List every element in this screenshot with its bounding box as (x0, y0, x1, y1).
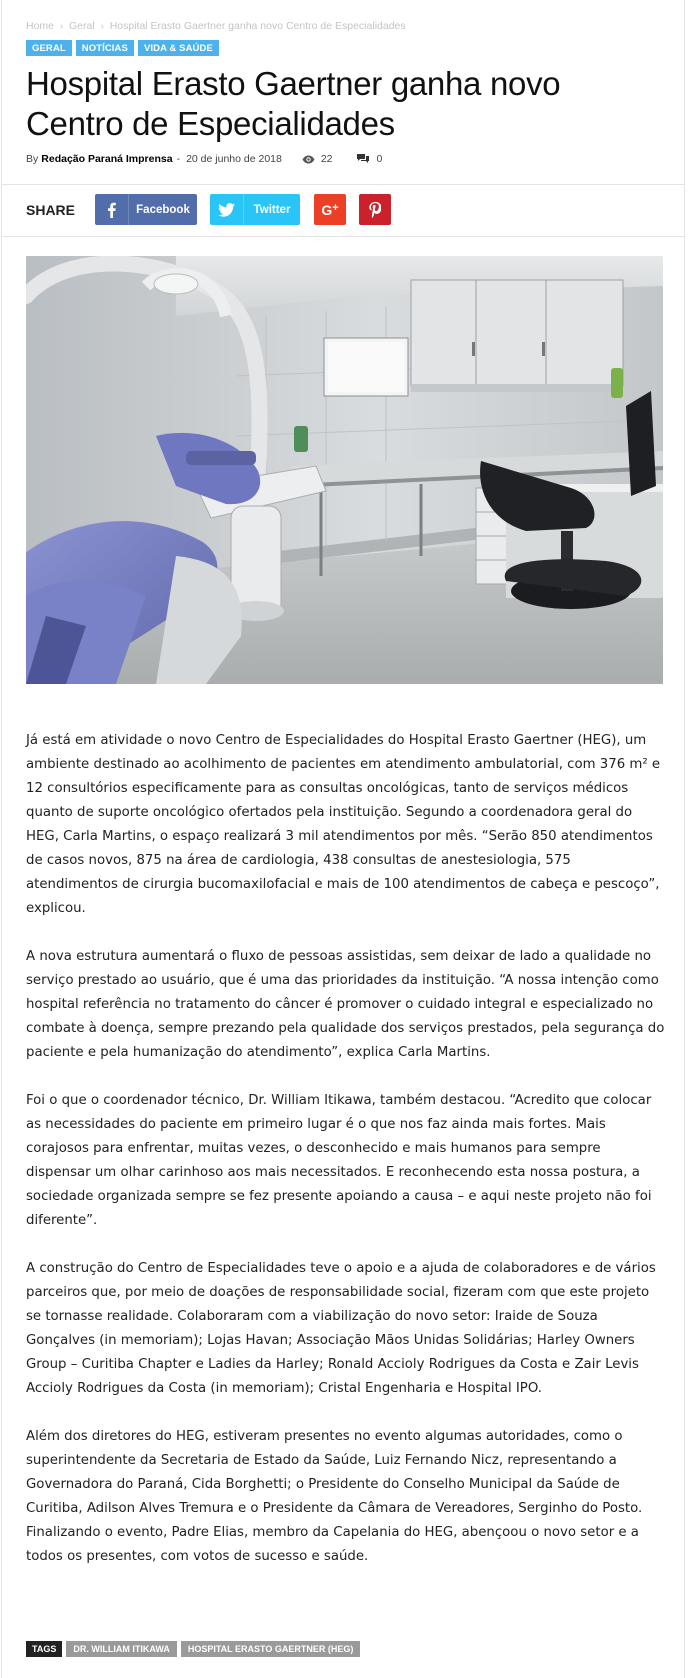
meta-dash: - (176, 153, 181, 165)
dental-office-photo (26, 256, 663, 684)
share-facebook-button[interactable] (95, 194, 197, 225)
divider-top (1, 184, 684, 185)
publish-date: 20 de junho de 2018 (186, 153, 282, 165)
article-meta (26, 153, 382, 165)
divider-share (1, 236, 684, 237)
category-vida-saude[interactable]: VIDA & SAÚDE (138, 40, 219, 56)
views-counter (302, 153, 333, 165)
facebook-icon (95, 194, 129, 225)
article-paragraph: Já está em atividade o novo Centro de Especialidades do Hospital Erasto Gaertner (HEG), um ambiente destinado ao acolhimento de pacientes em atendimento ambulatorial, com 376 m² e 12 consultórios especificamente para as consultas oncológicas, tanto de serviços médicos quanto de suporte oncológico ofertados pela instituição. Segundo a coordenadora geral do HEG, Carla Martins, o espaço realizará 3 mil atendimentos por mês. “Serão 850 atendimentos de casos novos, 875 na área de cardiologia, 438 consultas de anestesiologia, 575 atendimentos de cirurgia bucomaxilofacial e mais de 100 atendimentos de cabeça e pescoço”, explicou. (26, 733, 661, 916)
comment-icon (357, 154, 369, 164)
category-noticias[interactable]: NOTÍCIAS (76, 40, 134, 56)
tag-dr-william-itikawa[interactable]: DR. WILLIAM ITIKAWA (66, 1641, 177, 1657)
eye-icon (302, 155, 315, 164)
tag-list (26, 1641, 360, 1657)
share-facebook-label: Facebook (136, 203, 190, 216)
category-geral[interactable]: GERAL (26, 40, 72, 56)
featured-image[interactable] (26, 256, 663, 684)
google-plus-icon: G+ (321, 201, 339, 218)
page-left-border (1, 0, 2, 1678)
breadcrumb-current: Hospital Erasto Gaertner ganha novo Centro de Especialidades (109, 20, 406, 32)
twitter-icon (210, 194, 244, 225)
comments-count: 0 (376, 153, 383, 165)
breadcrumb-separator: › (60, 21, 64, 31)
breadcrumb-geral[interactable]: Geral (69, 20, 95, 32)
breadcrumb (26, 20, 406, 32)
share-pinterest-button[interactable] (359, 194, 391, 225)
share-twitter-button[interactable] (210, 194, 300, 225)
article-paragraph: Além dos diretores do HEG, estiveram presentes no evento algumas autoridades, como o superintendente da Secretaria de Estado da Saúde, Luiz Fernando Nicz, representando a Governadora do Paraná, Cida Borghetti; o Presidente do Conselho Municipal da Saúde de Curitiba, Adilson Alves Tremura e o Presidente da Câmara de Vereadores, Serginho do Posto. Finalizando o evento, Padre Elias, membro da Capelania do HEG, abençoou o novo setor e a todos os presentes, com votos de sucesso e saúde. (26, 1429, 643, 1564)
share-label: SHARE (26, 202, 76, 218)
views-count: 22 (320, 153, 333, 165)
tags-label: TAGS (26, 1641, 62, 1657)
article-body (26, 729, 666, 1593)
author-link[interactable]: Redação Paraná Imprensa (41, 153, 173, 165)
article-paragraph: A construção do Centro de Especialidades teve o apoio e a ajuda de colaboradores e de vários parceiros que, por meio de doações de responsabilidade social, fizeram com que este projeto se tornasse realidade. Colaboraram com a viabilização do novo setor: Iraide de Souza Gonçalves (in memoriam); Lojas Havan; Associação Mãos Unidas Solidárias; Harley Owners Group – Curitiba Chapter e Ladies da Harley; Ronald Accioly Rodrigues da Costa e Zair Levis Accioly Rodrigues da Costa (in memoriam); Cristal Engenharia e Hospital IPO. (26, 1261, 656, 1396)
article-paragraph: A nova estrutura aumentará o fluxo de pessoas assistidas, sem deixar de lado a qualidade no serviço prestado ao usuário, que é uma das prioridades da instituição. “A nossa intenção como hospital referência no tratamento do câncer é promover o cuidado integral e especializado no combate à doença, sempre prezando pela qualidade dos serviços prestados, pela segurança do paciente e pela humanização do atendimento”, explica Carla Martins. (26, 949, 665, 1060)
comments-counter[interactable] (357, 153, 383, 165)
article-title: Hospital Erasto Gaertner ganha novo Centro de Especialidades (26, 65, 561, 142)
byline-prefix: By (26, 153, 39, 165)
article-paragraph: Foi o que o coordenador técnico, Dr. William Itikawa, também destacou. “Acredito que colocar as necessidades do paciente em primeiro lugar é o que nos faz ainda mais fortes. Mais corajosos para enfrentar, muitas vezes, o desconhecido e mais humanos para sempre dispensar um olhar carinhoso aos mais necessitados. E reconhecendo esta nossa postura, a sociedade organizada sempre se fez presente apoiando a causa – e aqui neste projeto não foi diferente”. (26, 1093, 652, 1228)
pinterest-icon (369, 202, 381, 218)
breadcrumb-home[interactable]: Home (26, 20, 55, 32)
breadcrumb-separator: › (100, 21, 104, 31)
page-right-border (684, 0, 685, 1678)
share-googleplus-button[interactable] (314, 194, 346, 225)
share-twitter-label: Twitter (253, 203, 291, 216)
category-list (26, 40, 219, 56)
tag-hospital-erasto-gaertner[interactable]: HOSPITAL ERASTO GAERTNER (HEG) (181, 1641, 361, 1657)
